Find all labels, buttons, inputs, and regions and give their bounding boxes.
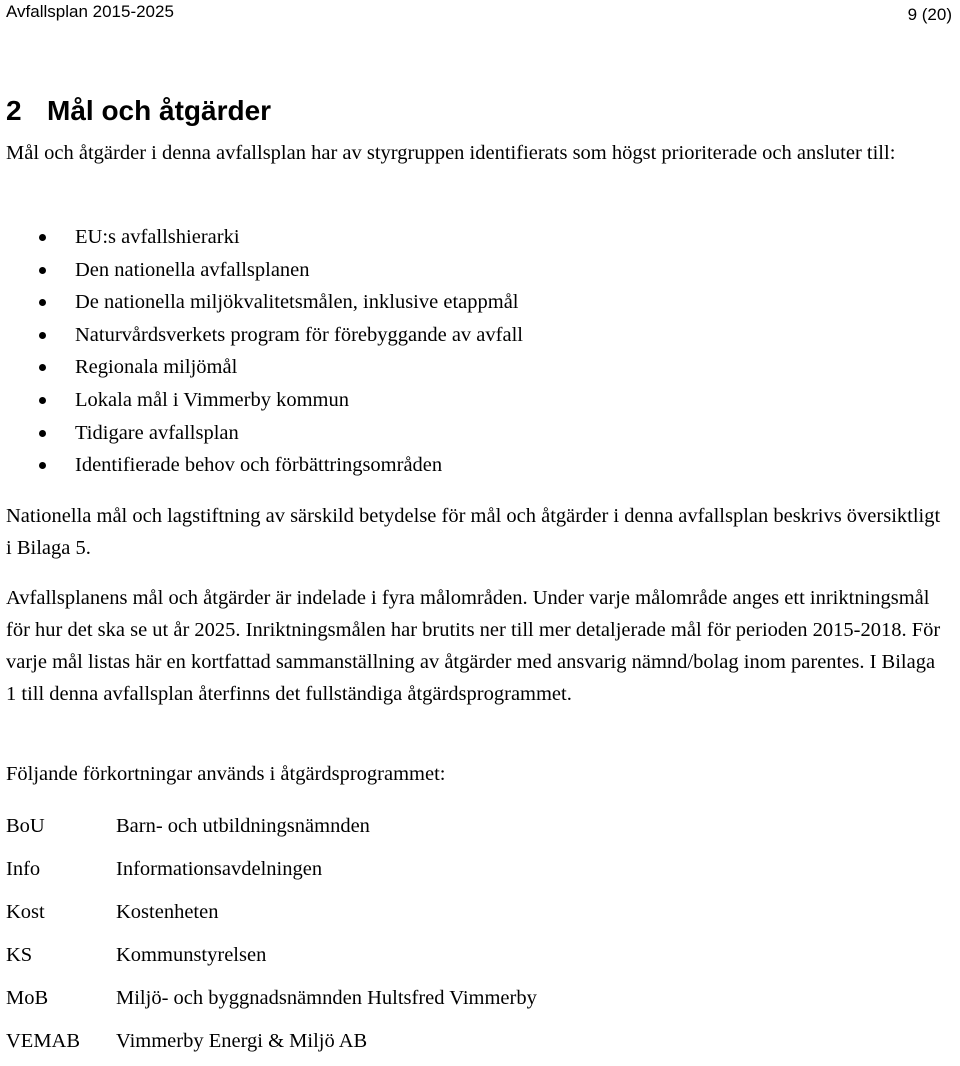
list-item — [0, 319, 523, 352]
abbreviation-code: KS — [6, 944, 33, 966]
abbreviation-name: Barn- och utbildningsnämnden — [116, 815, 370, 837]
abbreviations-intro: Följande förkortningar används i åtgärdsprogrammet: — [6, 763, 446, 785]
bullet-icon — [39, 332, 46, 339]
page-header — [0, 0, 960, 32]
list-item-text: Regionala miljömål — [75, 356, 238, 379]
page-number: 9 (20) — [907, 5, 952, 24]
section-heading — [6, 95, 271, 127]
bullet-icon — [39, 430, 46, 437]
bullet-icon — [39, 364, 46, 371]
structure-paragraph: Avfallsplanens mål och åtgärder är indelade i fyra målområden. Under varje målområde anges ett inriktningsmål för hur det ska se ut år 2025. Inriktningsmålen har brutits ner till mer detaljerade mål för perioden 2015-2018. För varje mål listas här en kortfattad sammanställning av åtgärder med ansvarig nämnd/bolag inom parentes. I Bilaga 1 till denna avfallsplan återfinns det fullständiga åtgärdsprogrammet. — [6, 587, 941, 705]
list-item — [0, 286, 523, 319]
bullet-icon — [39, 397, 46, 404]
bullet-icon — [39, 234, 46, 241]
list-item — [0, 221, 523, 254]
abbreviation-code: BoU — [6, 815, 45, 837]
bullet-icon — [39, 267, 46, 274]
list-item-text: Identifierade behov och förbättringsområden — [75, 454, 443, 477]
list-item-text: Den nationella avfallsplanen — [75, 258, 310, 281]
list-item — [0, 417, 523, 450]
abbreviation-code: VEMAB — [6, 1030, 81, 1052]
list-item-text: Naturvårdsverkets program för förebyggande av avfall — [75, 323, 523, 346]
section-number: 2 — [6, 95, 22, 126]
section-title: Mål och åtgärder — [47, 95, 272, 126]
abbreviation-name: Informationsavdelningen — [116, 858, 323, 880]
abbreviation-name: Vimmerby Energi & Miljö AB — [116, 1030, 368, 1052]
abbreviation-name: Kostenheten — [116, 901, 219, 923]
list-item-text: Tidigare avfallsplan — [75, 421, 239, 444]
document-title: Avfallsplan 2015-2025 — [6, 2, 174, 21]
bullet-icon — [39, 299, 46, 306]
list-item-text: Lokala mål i Vimmerby kommun — [75, 388, 349, 411]
priority-list — [0, 221, 523, 482]
list-item — [0, 254, 523, 287]
list-item — [0, 384, 523, 417]
intro-paragraph: Mål och åtgärder i denna avfallsplan har av styrgruppen identifierats som högst prioriterade och ansluter till: — [6, 142, 896, 164]
list-item — [0, 449, 523, 482]
national-goals-paragraph: Nationella mål och lagstiftning av särskild betydelse för mål och åtgärder i denna avfallsplan beskrivs översiktligt i Bilaga 5. — [6, 505, 941, 559]
abbreviation-code: MoB — [6, 987, 49, 1009]
bullet-icon — [39, 462, 46, 469]
abbreviation-code: Info — [6, 858, 41, 880]
list-item — [0, 351, 523, 384]
list-item-text: De nationella miljökvalitetsmålen, inklusive etappmål — [75, 291, 519, 314]
abbreviation-code: Kost — [6, 901, 45, 923]
list-item-text: EU:s avfallshierarki — [75, 226, 240, 248]
abbreviation-name: Kommunstyrelsen — [116, 944, 267, 966]
abbreviation-name: Miljö- och byggnadsnämnden Hultsfred Vimmerby — [116, 987, 537, 1009]
